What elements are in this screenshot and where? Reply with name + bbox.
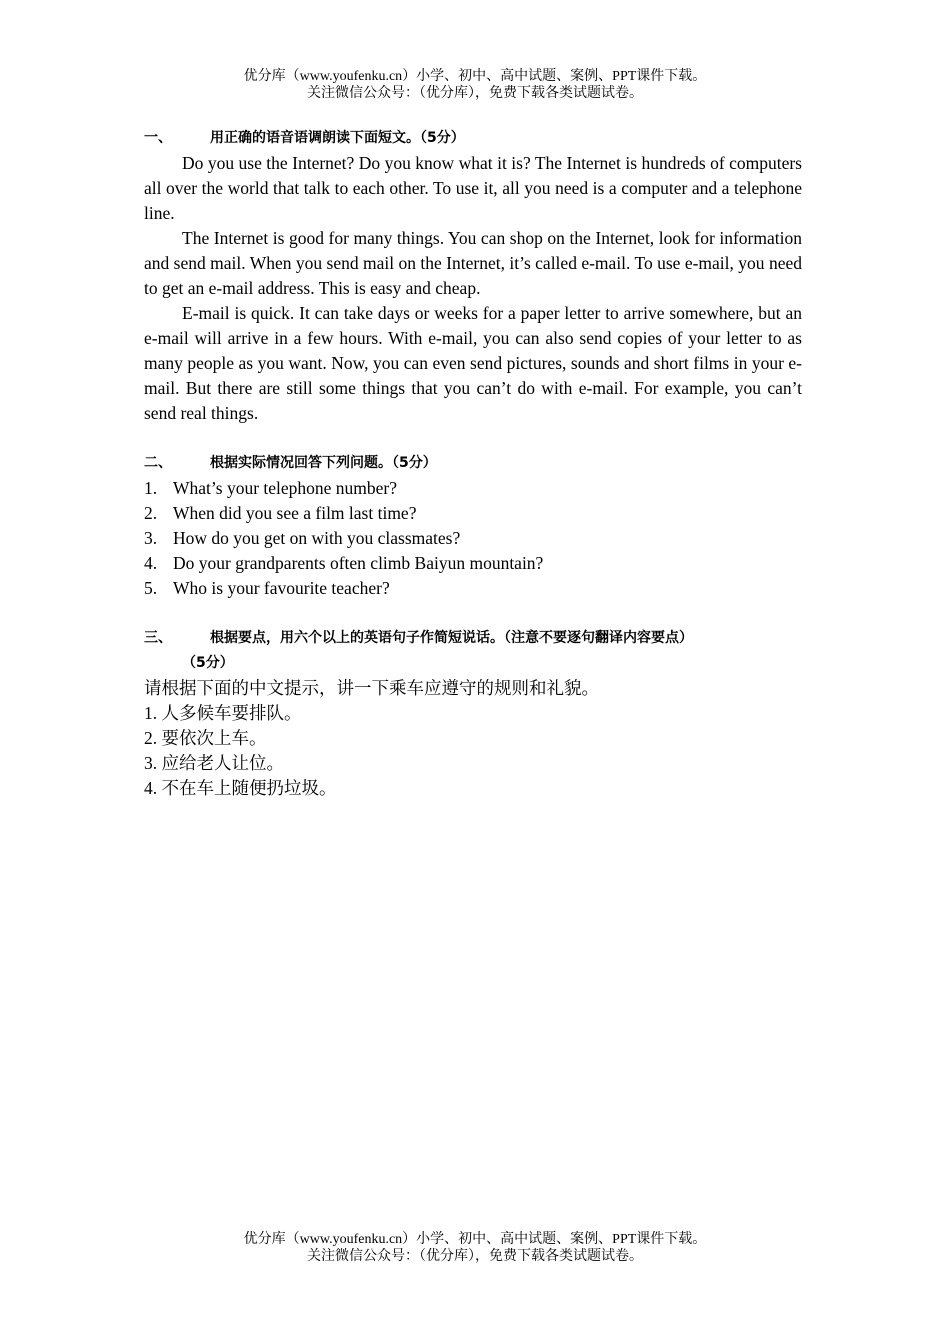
question-item xyxy=(144,576,802,601)
point-item: 1. 人多候车要排队。 xyxy=(144,703,302,723)
section-2-title: 根据实际情况回答下列问题。（5分） xyxy=(210,455,437,471)
question-number: 4. xyxy=(144,553,158,573)
question-item xyxy=(144,476,802,501)
section-2-heading xyxy=(144,451,802,476)
question-item xyxy=(144,526,802,551)
footer-line-2: 关注微信公众号：（优分库），免费下载各类试题试卷。 xyxy=(307,1249,643,1264)
question-text: When did you see a film last time? xyxy=(173,503,417,523)
section-3-heading xyxy=(144,626,802,651)
question-item xyxy=(144,551,802,576)
question-text: What’s your telephone number? xyxy=(173,478,398,498)
passage-paragraph-2: The Internet is good for many things. You can shop on the Internet, look for information and send mail. When you send mail on the Internet, it’s called e-mail. To use e-mail, you need to get an e-mail address. This is easy and cheap. xyxy=(144,228,802,298)
spacer xyxy=(144,426,802,451)
footer-line-1: 优分库（www.youfenku.cn）小学、初中、高中试题、案例、PPT课件下载。 xyxy=(243,1232,707,1247)
section-1-number: 一、 xyxy=(144,130,172,146)
passage-paragraph-1: Do you use the Internet? Do you know what it is? The Internet is hundreds of computers all over the world that talk to each other. To use it, all you need is a computer and a telephone line. xyxy=(144,153,802,223)
question-text: Do your grandparents often climb Baiyun mountain? xyxy=(173,553,544,573)
section-3-title-continued: （5分） xyxy=(182,655,234,671)
question-number: 1. xyxy=(144,478,158,498)
question-text: Who is your favourite teacher? xyxy=(173,578,390,598)
passage-paragraph-3: E-mail is quick. It can take days or weeks for a paper letter to arrive somewhere, but an e-mail will arrive in a few hours. With e-mail, you can also send copies of your letter to as many people as you want. Now, you can even send pictures, sounds and short films in your e-mail. But there are still some things that you can’t do with e-mail. For example, you can’t send real things. xyxy=(144,303,802,423)
section-3-title: 根据要点，用六个以上的英语句子作简短说话。（注意不要逐句翻译内容要点） xyxy=(210,630,693,646)
page-footer xyxy=(0,1231,950,1265)
page-header xyxy=(0,68,950,102)
exam-content xyxy=(144,126,802,801)
section-2-number: 二、 xyxy=(144,455,172,471)
header-line-2: 关注微信公众号：（优分库），免费下载各类试题试卷。 xyxy=(307,86,643,101)
section-1-title: 用正确的语音语调朗读下面短文。（5分） xyxy=(210,130,465,146)
section-3-number: 三、 xyxy=(144,630,172,646)
question-number: 3. xyxy=(144,528,158,548)
question-number: 2. xyxy=(144,503,158,523)
point-item: 3. 应给老人让位。 xyxy=(144,753,284,773)
question-item xyxy=(144,501,802,526)
point-item: 2. 要依次上车。 xyxy=(144,728,267,748)
section-1-heading xyxy=(144,126,802,151)
point-item: 4. 不在车上随便扔垃圾。 xyxy=(144,778,337,798)
spacer xyxy=(144,601,802,626)
question-number: 5. xyxy=(144,578,158,598)
header-line-1: 优分库（www.youfenku.cn）小学、初中、高中试题、案例、PPT课件下载。 xyxy=(243,69,707,84)
question-text: How do you get on with you classmates? xyxy=(173,528,461,548)
section-3-intro: 请根据下面的中文提示，讲一下乘车应遵守的规则和礼貌。 xyxy=(144,678,599,698)
